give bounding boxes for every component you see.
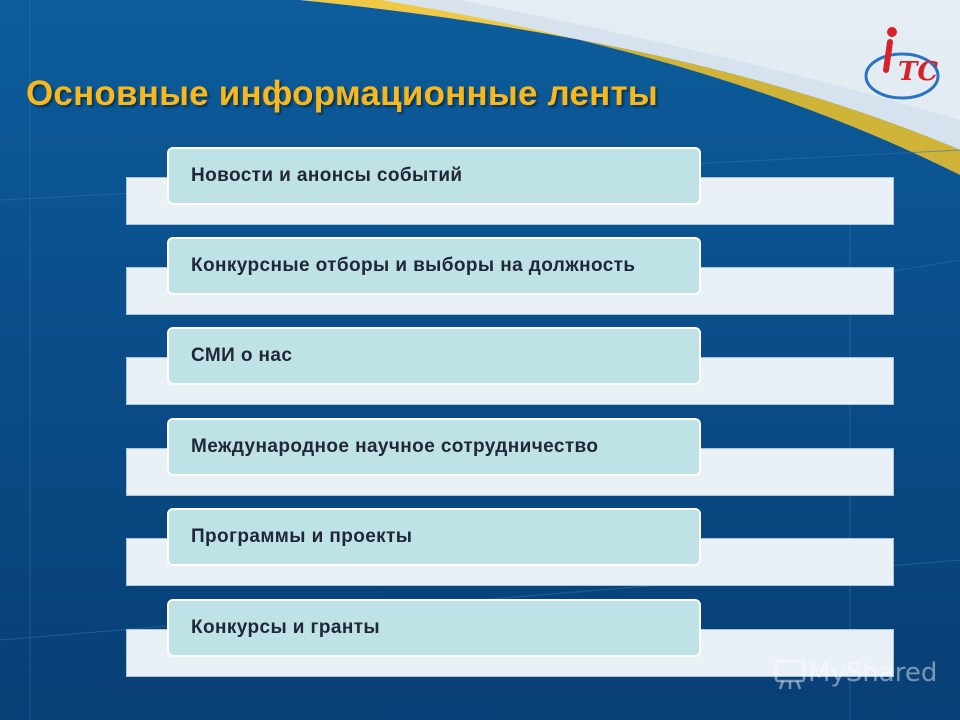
list-item-label[interactable]: Программы и проекты — [167, 508, 701, 566]
logo-text: TC — [898, 57, 939, 87]
list-item-label[interactable]: Конкурсы и гранты — [167, 599, 701, 657]
slide-title: Основные информационные ленты — [26, 74, 658, 113]
myshared-icon — [773, 655, 809, 691]
watermark-text: MyShared — [808, 658, 938, 688]
list-item-label[interactable]: Международное научное сотрудничество — [167, 418, 701, 476]
list-item-label[interactable]: Конкурсные отборы и выборы на должность — [167, 237, 701, 295]
list-item-label[interactable]: СМИ о нас — [167, 327, 701, 385]
list-item-label[interactable]: Новости и анонсы событий — [167, 147, 701, 205]
